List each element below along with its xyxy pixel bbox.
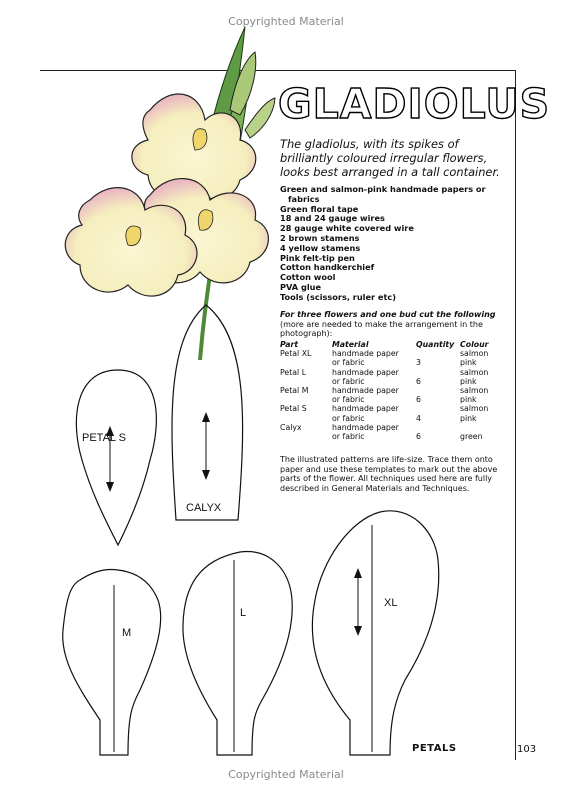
table-cell-quantity: 3 [416,358,421,368]
table-cell-material: handmade paper [332,349,399,359]
closing-paragraph: The illustrated patterns are life-size. Trace them onto paper and use these templates to mark out the above parts of the flower. All techniques used here are fully described in General Materials and Techniques. [280,455,498,493]
table-cell-part: Petal S [280,404,307,414]
table-cell-material: or fabric [332,358,365,368]
table-cell-colour: salmon [460,349,489,359]
material-item: 28 gauge white covered wire [280,223,414,234]
material-item: 2 brown stamens [280,232,360,243]
gladiolus-illustration [65,27,275,360]
table-row [280,368,512,377]
table-cell-quantity: 4 [416,413,421,423]
material-item: PVA glue [280,281,322,292]
intro-paragraph: The gladiolus, with its spikes of brilliantly coloured irregular flowers, looks best arranged in a tall container. [280,137,500,179]
template-petal-m [63,569,161,755]
table-cell-material: or fabric [332,413,365,423]
copyright-notice-bottom: Copyrighted Material [228,768,344,781]
table-cell-part: Petal L [280,367,307,377]
table-cell-part: Calyx [280,422,302,432]
table-row-cont [280,377,512,386]
table-cell-quantity: 6 [416,376,421,386]
cut-instructions-lead: For three flowers and one bud cut the following [280,310,496,319]
template-label-m: M [122,627,132,639]
table-header: Material [332,340,369,349]
copyright-notice-top: Copyrighted Material [228,15,344,28]
parts-table [280,340,512,441]
material-item: Pink felt-tip pen [280,252,355,263]
table-cell-quantity: 6 [416,395,421,405]
table-cell-colour: pink [460,395,477,405]
table-row-cont [280,395,512,404]
page-number: 103 [517,744,537,755]
table-header-row [280,340,512,349]
table-cell-material: handmade paper [332,385,399,395]
material-item: 4 yellow stamens [280,242,361,253]
cut-instructions [280,310,512,339]
table-cell-colour: pink [460,413,477,423]
materials-list [280,185,510,303]
page-title: GLADIOLUS [278,80,551,128]
template-petal-xl [312,511,438,755]
table-cell-colour: green [460,431,483,441]
material-item: Cotton handkerchief [280,262,375,273]
template-calyx [172,305,243,520]
table-row [280,423,512,432]
table-cell-colour: salmon [460,367,489,377]
material-item: Green floral tape [280,203,359,214]
bud-mid [245,98,275,138]
table-cell-material: handmade paper [332,422,399,432]
table-cell-part: Petal M [280,385,309,395]
template-label-calyx: CALYX [186,502,222,514]
table-cell-colour: salmon [460,404,489,414]
table-header: Quantity [416,340,455,349]
table-header: Colour [460,340,489,349]
table-row-cont [280,414,512,423]
template-petal-l [183,552,292,755]
material-item: Tools (scissors, ruler etc) [280,291,396,302]
table-row [280,386,512,395]
table-row-cont [280,432,512,441]
material-item: fabrics [288,193,320,204]
template-label-l: L [240,607,247,619]
template-label-petal-s: PETAL S [82,432,127,444]
petals-caption: PETALS [412,743,457,754]
material-item: Green and salmon-pink handmade papers or [280,184,486,194]
cut-instructions-rest: (more are needed to make the arrangement in the photograph): [280,319,483,339]
table-cell-quantity: 6 [416,431,421,441]
table-cell-part: Petal XL [280,349,312,359]
table-row-cont [280,358,512,367]
table-row [280,404,512,413]
table-cell-colour: pink [460,358,477,368]
table-cell-material: or fabric [332,376,365,386]
template-label-xl: XL [384,597,398,609]
table-cell-material: handmade paper [332,404,399,414]
table-cell-colour: salmon [460,385,489,395]
table-cell-material: handmade paper [332,367,399,377]
table-row [280,349,512,358]
template-petal-s [76,370,156,545]
table-cell-material: or fabric [332,395,365,405]
material-item: 18 and 24 gauge wires [280,213,385,224]
table-header: Part [280,340,299,349]
table-cell-colour: pink [460,376,477,386]
table-cell-material: or fabric [332,431,365,441]
material-item: Cotton wool [280,272,336,283]
